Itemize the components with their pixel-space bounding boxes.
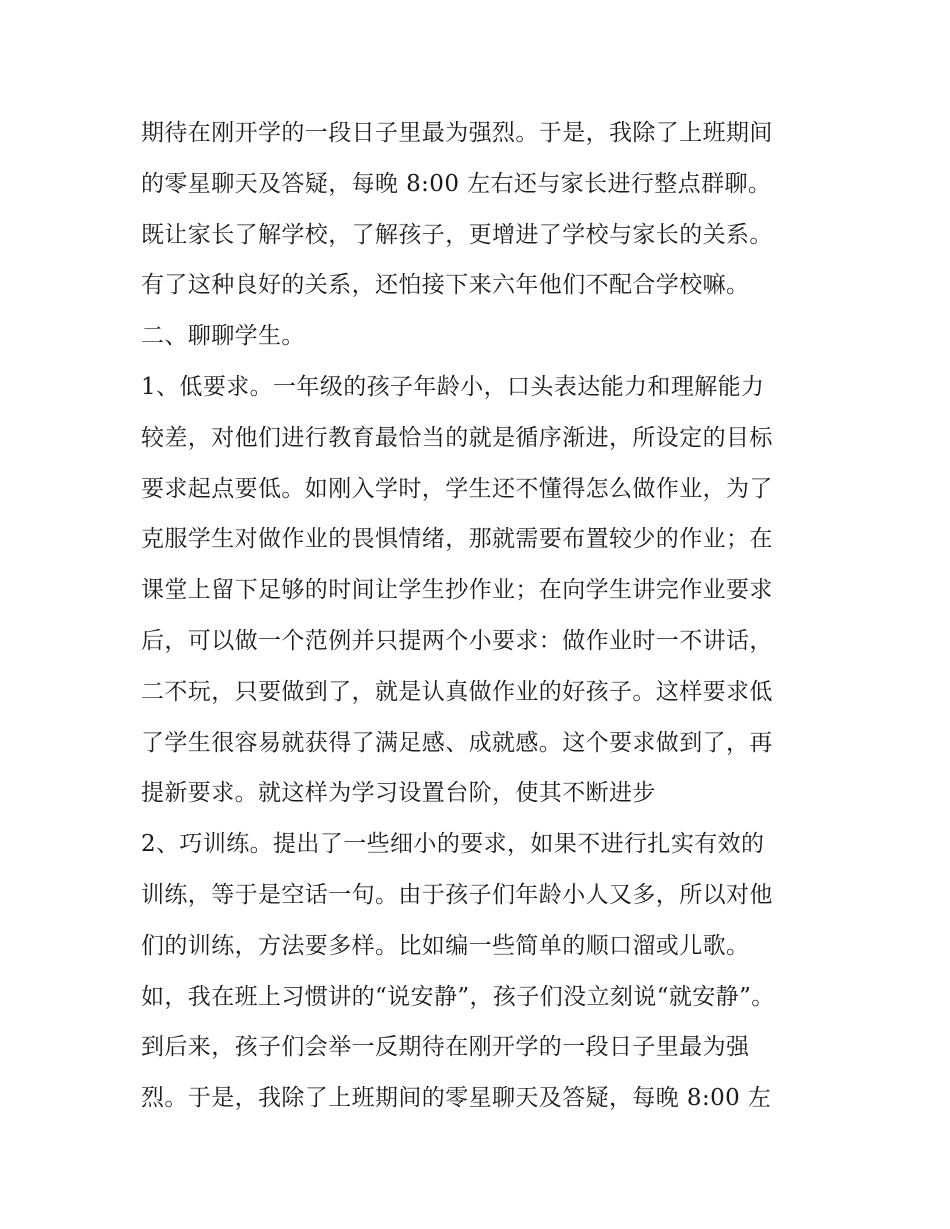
text-line: 较差，对他们进行教育最恰当的就是循序渐进，所设定的目标 <box>141 424 773 451</box>
document-body <box>141 108 821 1124</box>
text-line: 克服学生对做作业的畏惧情绪，那就需要布置较少的作业；在 <box>141 526 773 553</box>
text-line: 们的训练，方法要多样。比如编一些简单的顺口溜或儿歌。 <box>141 932 750 959</box>
text-line: 后，可以做一个范例并只提两个小要求：做作业时一不讲话， <box>141 627 773 654</box>
text-line: 有了这种良好的关系，还怕接下来六年他们不配合学校嘛。 <box>141 272 750 299</box>
text-line: 到后来，孩子们会举一反期待在刚开学的一段日子里最为强 <box>141 1034 750 1061</box>
text-line: 的零星聊天及答疑，每晚 8:00 左右还与家长进行整点群聊。 <box>141 170 772 197</box>
section-heading: 二、聊聊学生。 <box>141 323 305 350</box>
text-line: 要求起点要低。如刚入学时，学生还不懂得怎么做作业，为了 <box>141 475 773 502</box>
text-line: 二不玩，只要做到了，就是认真做作业的好孩子。这样要求低 <box>141 678 773 705</box>
text-line: 训练，等于是空话一句。由于孩子们年龄小人又多，所以对他 <box>141 881 773 908</box>
text-line: 2、巧训练。提出了一些细小的要求，如果不进行扎实有效的 <box>141 831 765 858</box>
text-line: 如，我在班上习惯讲的“说安静”，孩子们没立刻说“就安静”。 <box>141 983 775 1010</box>
text-line: 期待在刚开学的一段日子里最为强烈。于是，我除了上班期间 <box>141 120 773 146</box>
text-line: 提新要求。就这样为学习设置台阶，使其不断进步 <box>141 780 656 807</box>
text-line: 既让家长了解学校，了解孩子，更增进了学校与家长的关系。 <box>141 221 773 248</box>
text-line: 课堂上留下足够的时间让学生抄作业；在向学生讲完作业要求 <box>141 577 773 604</box>
text-line: 烈。于是，我除了上班期间的零星聊天及答疑，每晚 8:00 左 <box>141 1085 772 1112</box>
text-line: 1、低要求。一年级的孩子年龄小，口头表达能力和理解能力 <box>141 373 765 400</box>
text-line: 了学生很容易就获得了满足感、成就感。这个要求做到了，再 <box>141 729 773 756</box>
